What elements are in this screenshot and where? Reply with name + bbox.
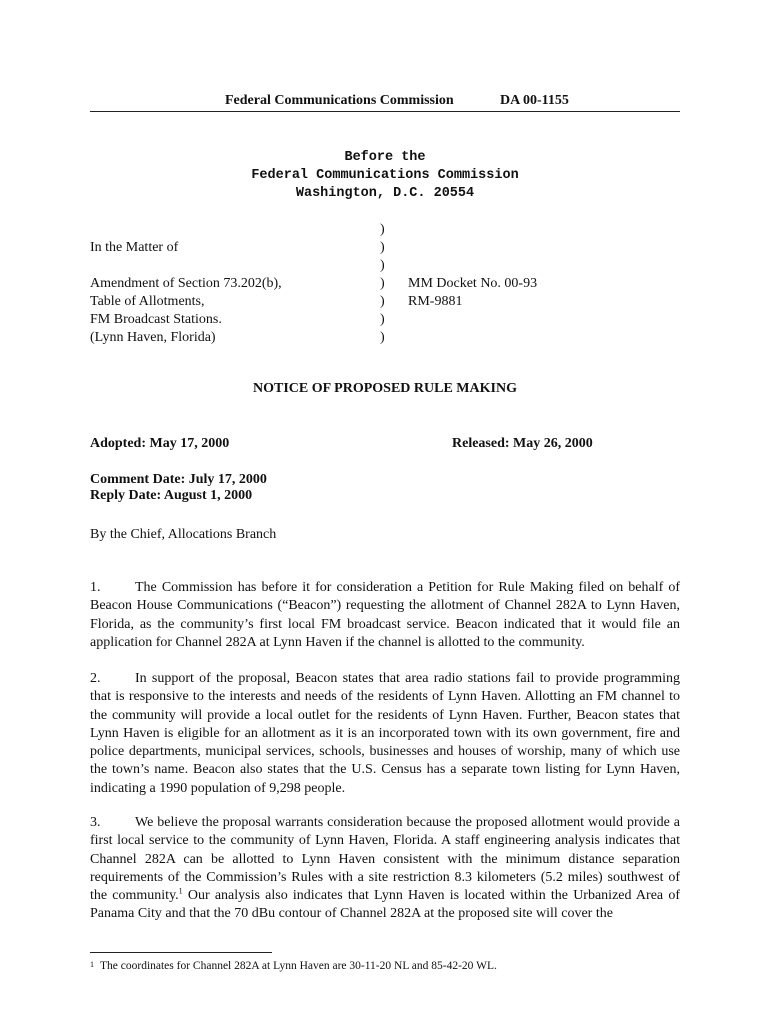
header-agency: Federal Communications Commission <box>225 93 454 108</box>
footnote-mark: 1 <box>90 960 94 969</box>
caption-right <box>408 221 668 311</box>
comment-dates <box>90 472 680 504</box>
before-block <box>90 149 680 203</box>
footnote-text: The coordinates for Channel 282A at Lynn Haven are 30-11-20 NL and 85-42-20 WL. <box>100 960 497 972</box>
before-line-2: Federal Communications Commission <box>251 168 519 183</box>
paragraph-text: We believe the proposal warrants consideration because the proposed allotment would provide a first local service to the community of Lynn Haven, Florida. A staff engineering analysis indicates that Channel 282A can be allotted to Lynn Haven consistent with the minimum distance separation requirements of the Commission’s Rules with a site restriction 8.3 kilometers (5.2 miles) southwest of the community. <box>90 815 680 904</box>
adopted-date: Adopted: May 17, 2000 <box>90 436 230 451</box>
footnote-1 <box>90 960 680 972</box>
docket-number: MM Docket No. 00-93 <box>408 276 538 291</box>
footnote-reference[interactable]: 1 <box>178 886 183 896</box>
released-date: Released: May 26, 2000 <box>452 436 593 451</box>
paragraph-number: 3. <box>90 815 101 830</box>
caption-parens: ) ) ) ) ) ) ) <box>380 222 385 345</box>
byline: By the Chief, Allocations Branch <box>90 527 277 542</box>
header-doc-number: DA 00-1155 <box>500 93 569 108</box>
running-header <box>90 93 680 112</box>
reply-date: Reply Date: August 1, 2000 <box>90 488 253 503</box>
table-line: Table of Allotments, <box>90 294 205 309</box>
paragraph-text: In support of the proposal, Beacon states that area radio stations fail to provide programming that is responsive to the interests and needs of the residents of Lynn Haven. Allotting an FM channel to the community will provide a local outlet for the residents of Lynn Haven. Further, Beacon states that Lynn Haven is eligible for an allotment as it is an incorporated town with its own government, fire and police departments, municipal services, schools, businesses and houses of worship, many of which use the town’s name. Beacon also states that the U.S. Census has a separate town listing for Lynn Haven, indicating a 1990 population of 9,298 people. <box>90 671 680 796</box>
before-line-1: Before the <box>344 150 426 165</box>
paragraph-text-continued: Our analysis also indicates that Lynn Haven is located within the Urbanized Area of Panama City and that the 70 dBu contour of Channel 282A at the proposed site will cover the <box>90 888 680 922</box>
location-line: (Lynn Haven, Florida) <box>90 330 216 345</box>
rm-number: RM-9881 <box>408 294 463 309</box>
comment-date: Comment Date: July 17, 2000 <box>90 472 267 487</box>
before-line-3: Washington, D.C. 20554 <box>295 186 475 201</box>
paragraph-number: 2. <box>90 671 101 686</box>
paragraph-2 <box>90 670 680 798</box>
caption-left <box>90 221 360 347</box>
paragraph-1 <box>90 579 680 652</box>
paragraph-text: The Commission has before it for consideration a Petition for Rule Making filed on behalf of Beacon House Communications (“Beacon”) requesting the allotment of Channel 282A to Lynn Haven, Florida, as the community’s first local FM broadcast service. Beacon indicated that it would file an application for Channel 282A at Lynn Haven if the channel is allotted to the community. <box>90 580 680 650</box>
footnote-divider <box>90 952 272 953</box>
in-the-matter: In the Matter of <box>90 240 179 255</box>
paragraph-number: 1. <box>90 580 101 595</box>
document-title: NOTICE OF PROPOSED RULE MAKING <box>253 381 517 396</box>
amendment-line: Amendment of Section 73.202(b), <box>90 276 282 291</box>
paragraph-3 <box>90 814 680 924</box>
fm-line: FM Broadcast Stations. <box>90 312 222 327</box>
